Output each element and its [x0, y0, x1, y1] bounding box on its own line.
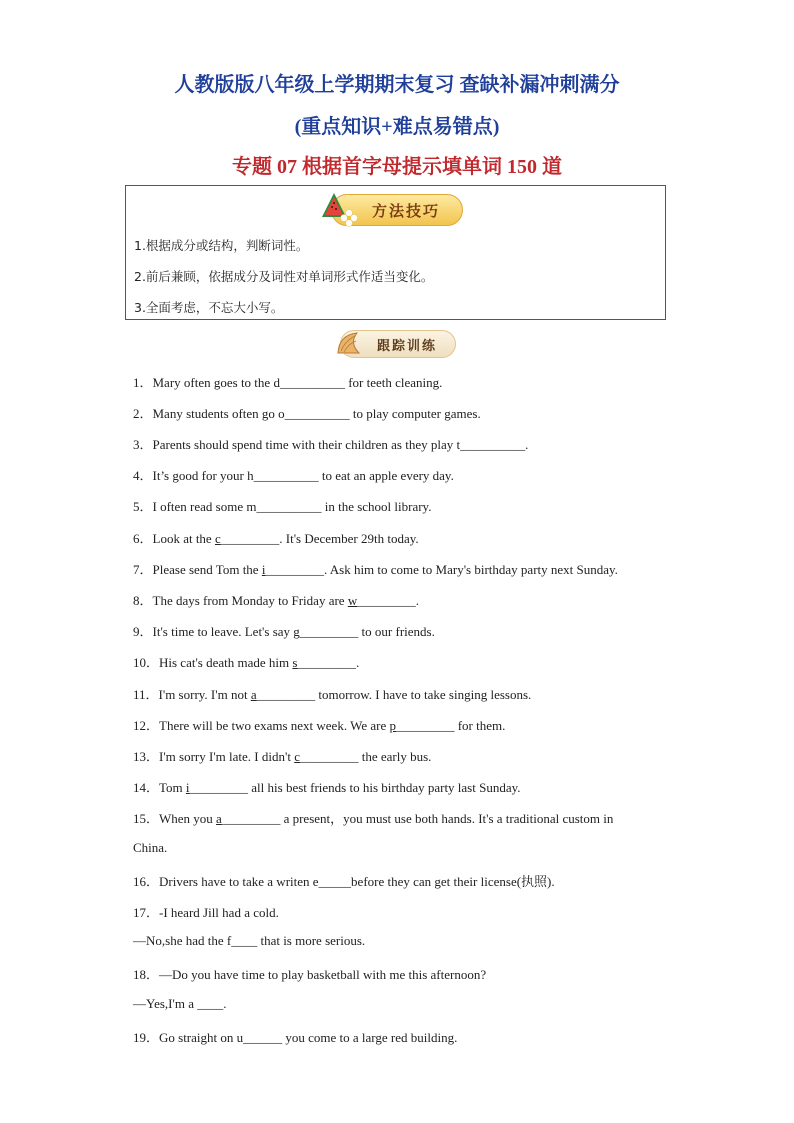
- question-item: 14．Tom i_________ all his best friends to his birthday party last Sunday.: [133, 780, 521, 795]
- question-item: 10．His cat's death made him s_________.: [133, 655, 360, 670]
- question-item: 2．Many students often go o__________ to play computer games.: [133, 406, 481, 421]
- question-item: 16．Drivers have to take a writen e_____before they can get their license(执照).: [133, 874, 555, 889]
- doc-title-line3: 专题 07 根据首字母提示填单词 150 道: [232, 156, 562, 178]
- question-item: —No,she had the f____ that is more serious.: [133, 933, 366, 948]
- question-item: 19．Go straight on u______ you come to a large red building.: [133, 1030, 458, 1045]
- doc-title-line1: 人教版版八年级上学期期末复习 查缺补漏冲刺满分: [174, 74, 620, 96]
- practice-label: 跟踪训练: [376, 338, 437, 354]
- question-item: 17．-I heard Jill had a cold.: [133, 905, 279, 920]
- question-item: 5．I often read some m__________ in the school library.: [133, 499, 432, 514]
- method-tips-badge: [331, 194, 463, 226]
- tip-item: 2.前后兼顾，依据成分及词性对单词形式作适当变化。: [134, 269, 434, 284]
- question-item: 11．I'm sorry. I'm not a_________ tomorrow. I have to take singing lessons.: [133, 687, 532, 702]
- question-item: 8．The days from Monday to Friday are w_________.: [133, 593, 419, 608]
- question-item: 12．There will be two exams next week. We are p_________ for them.: [133, 718, 506, 733]
- method-tips-label: 方法技巧: [371, 201, 440, 220]
- shell-icon: [335, 329, 365, 359]
- question-item: 9．It's time to leave. Let's say g_________ to our friends.: [133, 624, 435, 639]
- method-tips-box: [125, 185, 666, 320]
- question-item: China.: [133, 840, 168, 855]
- question-item: 7．Please send Tom the i_________. Ask him to come to Mary's birthday party next Sunday.: [133, 562, 618, 577]
- question-item: 1．Mary often goes to the d__________ for teeth cleaning.: [133, 375, 443, 390]
- question-item: 13．I'm sorry I'm late. I didn't c_________ the early bus.: [133, 749, 432, 764]
- doc-title-line2: (重点知识+难点易错点): [294, 116, 500, 138]
- question-item: 3．Parents should spend time with their children as they play t__________.: [133, 437, 529, 452]
- question-item: 15．When you a_________ a present，you must use both hands. It's a traditional custom in: [133, 811, 614, 826]
- question-item: 4．It’s good for your h__________ to eat an apple every day.: [133, 468, 454, 483]
- question-item: 18．—Do you have time to play basketball with me this afternoon?: [133, 967, 487, 982]
- tip-item: 1.根据成分或结构，判断词性。: [134, 238, 309, 253]
- question-item: 6．Look at the c_________. It's December 29th today.: [133, 531, 419, 546]
- tip-item: 3.全面考虑，不忘大小写。: [134, 300, 284, 315]
- flower-icon: [340, 209, 358, 227]
- question-item: —Yes,I'm a ____.: [133, 996, 227, 1011]
- practice-badge: [340, 330, 456, 358]
